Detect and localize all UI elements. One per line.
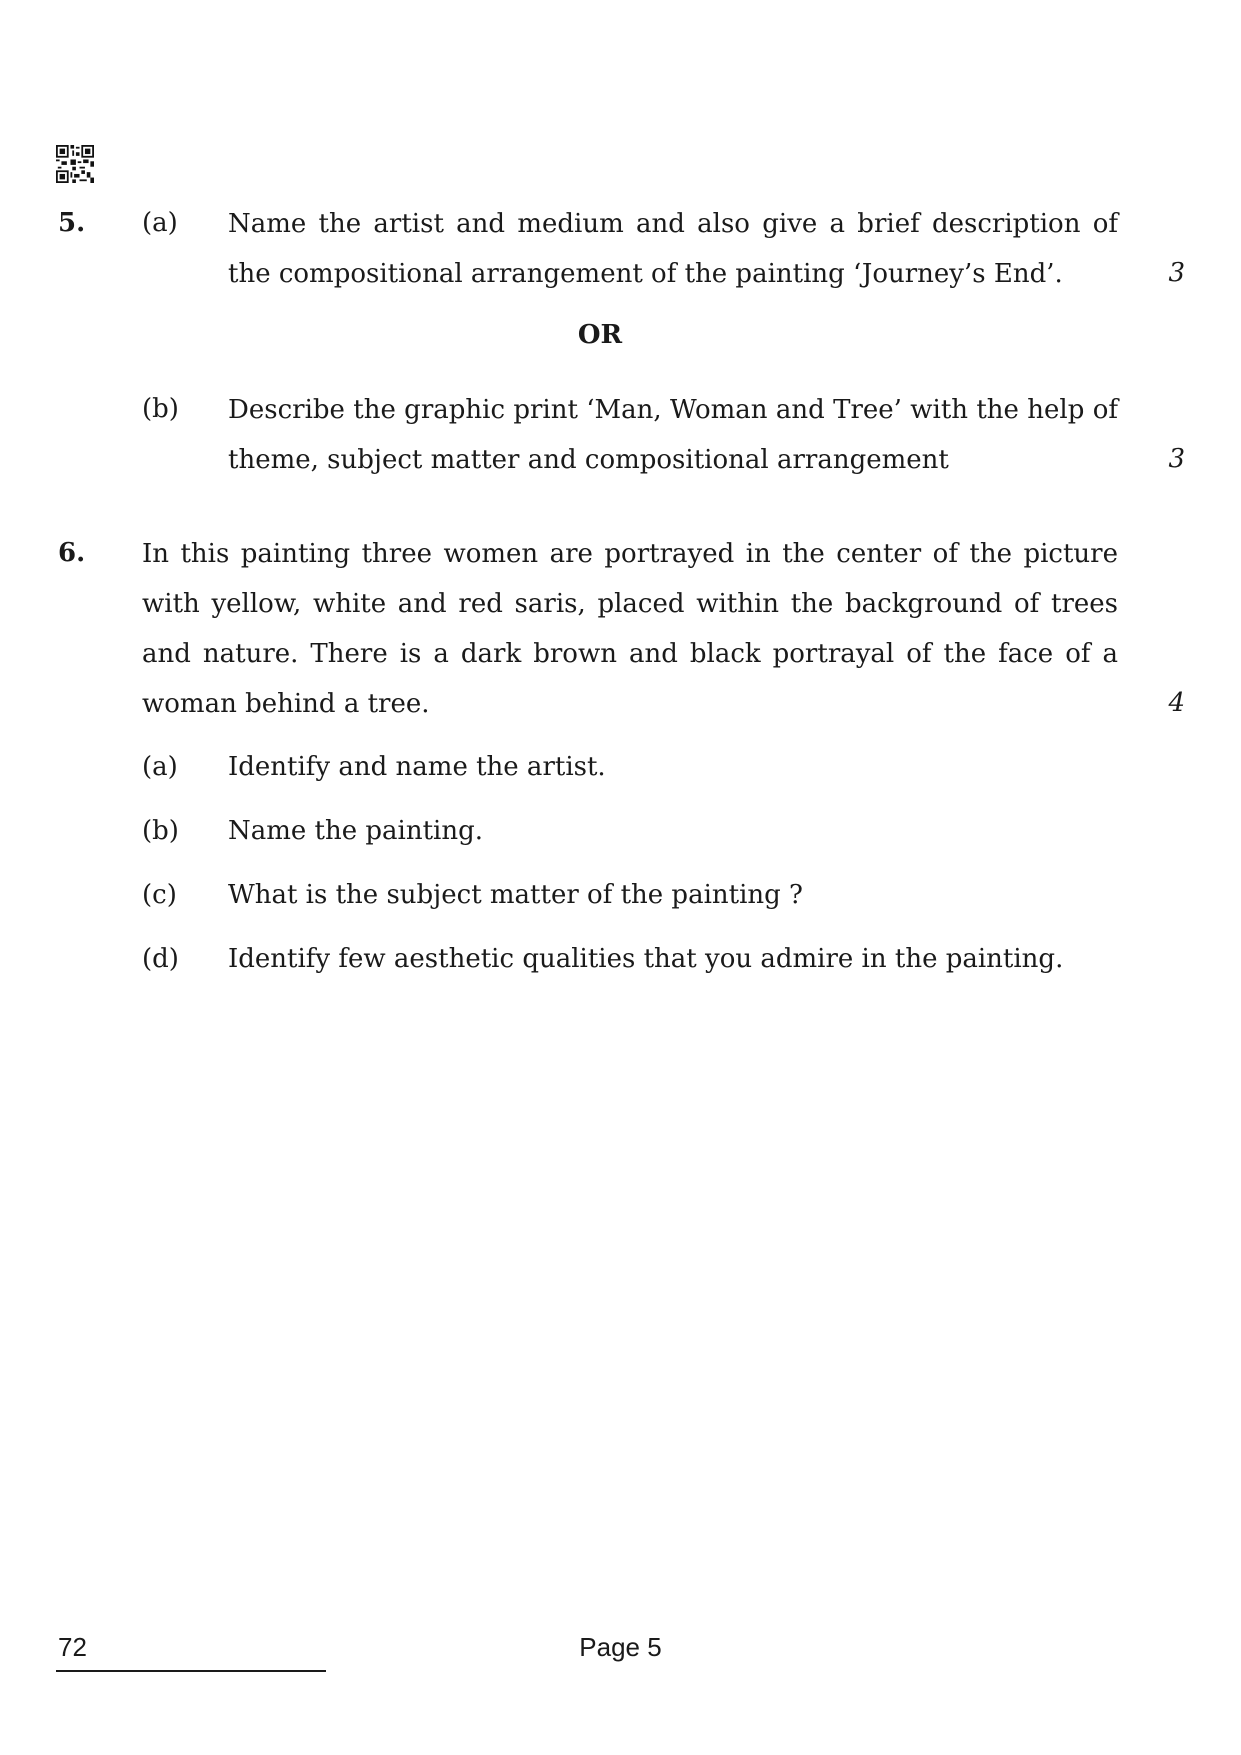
question-6d-label: (d) [142, 944, 179, 974]
question-5b-marks: 3 [1168, 444, 1185, 474]
page-number: Page 5 [579, 1632, 662, 1662]
or-separator: OR [577, 320, 623, 350]
question-6b-label: (b) [142, 816, 179, 846]
question-6a-label: (a) [142, 752, 178, 782]
qr-code-icon [56, 145, 94, 183]
question-5a-label: (a) [142, 208, 178, 238]
question-6a-text: Identify and name the artist. [228, 752, 606, 782]
question-5a-text: Name the artist and medium and also give a brief description of the compositional arrangement of the painting ‘Journey’s End’. [228, 209, 1118, 289]
question-6b-text: Name the painting. [228, 816, 484, 846]
question-5b-label: (b) [142, 394, 179, 424]
question-5b-text: Describe the graphic print ‘Man, Woman and Tree’ with the help of theme, subject matter and compositional arrangement [228, 395, 1118, 475]
question-6-number: 6. [58, 538, 86, 568]
paper-code: 72 [58, 1632, 87, 1662]
question-6c-label: (c) [142, 880, 177, 910]
question-6d-text: Identify few aesthetic qualities that you admire in the painting. [228, 944, 1064, 974]
question-6-marks: 4 [1168, 688, 1185, 718]
question-6-text: In this painting three women are portrayed in the center of the picture with yellow, white and red saris, placed within the background of trees and nature. There is a dark brown and black portrayal of the face of a woman behind a tree. [142, 539, 1118, 719]
question-6c-text: What is the subject matter of the painting ? [228, 880, 803, 910]
question-5a-marks: 3 [1168, 258, 1185, 288]
question-5-number: 5. [58, 208, 86, 238]
footer-divider [56, 1670, 326, 1672]
